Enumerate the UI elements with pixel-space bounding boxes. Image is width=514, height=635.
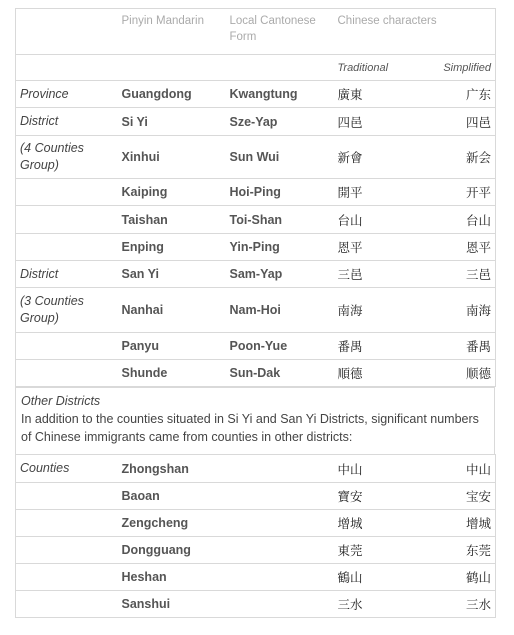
header-simplified: Simplified bbox=[438, 55, 496, 81]
header-traditional: Traditional bbox=[334, 55, 438, 81]
row-category bbox=[16, 510, 118, 537]
row-traditional: 新會 bbox=[334, 136, 438, 179]
row-pinyin: Shunde bbox=[118, 360, 226, 387]
table-row bbox=[16, 455, 496, 483]
row-traditional: 恩平 bbox=[334, 234, 438, 261]
row-simplified: 三邑 bbox=[438, 261, 496, 288]
header-empty-cell bbox=[16, 9, 118, 55]
row-local-form: Yin-Ping bbox=[226, 234, 334, 261]
row-simplified: 东莞 bbox=[438, 537, 496, 564]
other-districts-note bbox=[15, 387, 495, 454]
row-traditional: 東莞 bbox=[334, 537, 438, 564]
row-simplified: 四邑 bbox=[438, 108, 496, 136]
row-local-form: Poon-Yue bbox=[226, 333, 334, 360]
row-category bbox=[16, 234, 118, 261]
row-pinyin: Sanshui bbox=[118, 591, 226, 618]
table-row bbox=[16, 591, 496, 618]
row-pinyin: San Yi bbox=[118, 261, 226, 288]
row-traditional: 番禺 bbox=[334, 333, 438, 360]
table-row bbox=[16, 206, 496, 234]
counties-table bbox=[15, 454, 496, 618]
row-traditional: 增城 bbox=[334, 510, 438, 537]
row-local-form: Sam-Yap bbox=[226, 261, 334, 288]
table-row bbox=[16, 360, 496, 387]
table-subheader-row bbox=[16, 55, 496, 81]
row-simplified: 南海 bbox=[438, 288, 496, 333]
row-category bbox=[16, 591, 118, 618]
row-simplified: 顺德 bbox=[438, 360, 496, 387]
row-pinyin: Si Yi bbox=[118, 108, 226, 136]
row-category bbox=[16, 360, 118, 387]
row-traditional: 三邑 bbox=[334, 261, 438, 288]
row-simplified: 广东 bbox=[438, 81, 496, 108]
table-row bbox=[16, 483, 496, 510]
table-row bbox=[16, 136, 496, 179]
row-simplified: 三水 bbox=[438, 591, 496, 618]
row-category bbox=[16, 333, 118, 360]
row-pinyin: Dongguang bbox=[118, 537, 226, 564]
row-simplified: 恩平 bbox=[438, 234, 496, 261]
table-row bbox=[16, 288, 496, 333]
row-local-form: Kwangtung bbox=[226, 81, 334, 108]
row-simplified: 番禺 bbox=[438, 333, 496, 360]
header-local: Local Cantonese Form bbox=[226, 9, 334, 55]
row-traditional: 順德 bbox=[334, 360, 438, 387]
row-local-form: Sun Wui bbox=[226, 136, 334, 179]
row-pinyin: Enping bbox=[118, 234, 226, 261]
row-simplified: 台山 bbox=[438, 206, 496, 234]
row-traditional: 三水 bbox=[334, 591, 438, 618]
table-row bbox=[16, 537, 496, 564]
row-local-form: Sun-Dak bbox=[226, 360, 334, 387]
table-row bbox=[16, 108, 496, 136]
row-traditional: 中山 bbox=[334, 455, 438, 483]
row-local-form bbox=[226, 455, 334, 483]
row-traditional: 台山 bbox=[334, 206, 438, 234]
row-simplified: 中山 bbox=[438, 455, 496, 483]
row-local-form bbox=[226, 483, 334, 510]
row-category: (4 Counties Group) bbox=[16, 136, 118, 179]
row-simplified: 宝安 bbox=[438, 483, 496, 510]
row-simplified: 增城 bbox=[438, 510, 496, 537]
row-traditional: 廣東 bbox=[334, 81, 438, 108]
row-pinyin: Zhongshan bbox=[118, 455, 226, 483]
table-row bbox=[16, 333, 496, 360]
header-chinese: Chinese characters bbox=[334, 9, 496, 55]
row-local-form bbox=[226, 510, 334, 537]
row-local-form: Toi-Shan bbox=[226, 206, 334, 234]
row-local-form bbox=[226, 591, 334, 618]
row-traditional: 開平 bbox=[334, 179, 438, 206]
row-traditional: 鶴山 bbox=[334, 564, 438, 591]
row-traditional: 寶安 bbox=[334, 483, 438, 510]
row-category: District bbox=[16, 108, 118, 136]
table-row bbox=[16, 179, 496, 206]
row-simplified: 鹤山 bbox=[438, 564, 496, 591]
row-pinyin: Nanhai bbox=[118, 288, 226, 333]
names-table bbox=[15, 8, 496, 387]
row-local-form: Hoi-Ping bbox=[226, 179, 334, 206]
row-category: Counties bbox=[16, 455, 118, 483]
row-category: District bbox=[16, 261, 118, 288]
row-category bbox=[16, 483, 118, 510]
row-category bbox=[16, 179, 118, 206]
row-category bbox=[16, 564, 118, 591]
row-pinyin: Heshan bbox=[118, 564, 226, 591]
row-traditional: 南海 bbox=[334, 288, 438, 333]
table-row bbox=[16, 234, 496, 261]
table-row bbox=[16, 510, 496, 537]
row-category bbox=[16, 206, 118, 234]
row-local-form: Sze-Yap bbox=[226, 108, 334, 136]
row-category bbox=[16, 537, 118, 564]
table-row bbox=[16, 81, 496, 108]
row-local-form: Nam-Hoi bbox=[226, 288, 334, 333]
row-pinyin: Guangdong bbox=[118, 81, 226, 108]
other-districts-title: Other Districts bbox=[21, 394, 101, 408]
row-pinyin: Taishan bbox=[118, 206, 226, 234]
row-pinyin: Baoan bbox=[118, 483, 226, 510]
row-local-form bbox=[226, 564, 334, 591]
row-traditional: 四邑 bbox=[334, 108, 438, 136]
row-pinyin: Panyu bbox=[118, 333, 226, 360]
table-row bbox=[16, 261, 496, 288]
table-row bbox=[16, 564, 496, 591]
row-category: Province bbox=[16, 81, 118, 108]
counties-document bbox=[15, 8, 495, 618]
row-pinyin: Kaiping bbox=[118, 179, 226, 206]
other-districts-text: In addition to the counties situated in Si Yi and San Yi Districts, significant numbers of Chinese immigrants came from counties in other districts: bbox=[21, 412, 479, 444]
header-pinyin: Pinyin Mandarin bbox=[118, 9, 226, 55]
row-simplified: 开平 bbox=[438, 179, 496, 206]
row-pinyin: Xinhui bbox=[118, 136, 226, 179]
row-pinyin: Zengcheng bbox=[118, 510, 226, 537]
row-category: (3 Counties Group) bbox=[16, 288, 118, 333]
row-simplified: 新会 bbox=[438, 136, 496, 179]
table-header-row bbox=[16, 9, 496, 55]
row-local-form bbox=[226, 537, 334, 564]
